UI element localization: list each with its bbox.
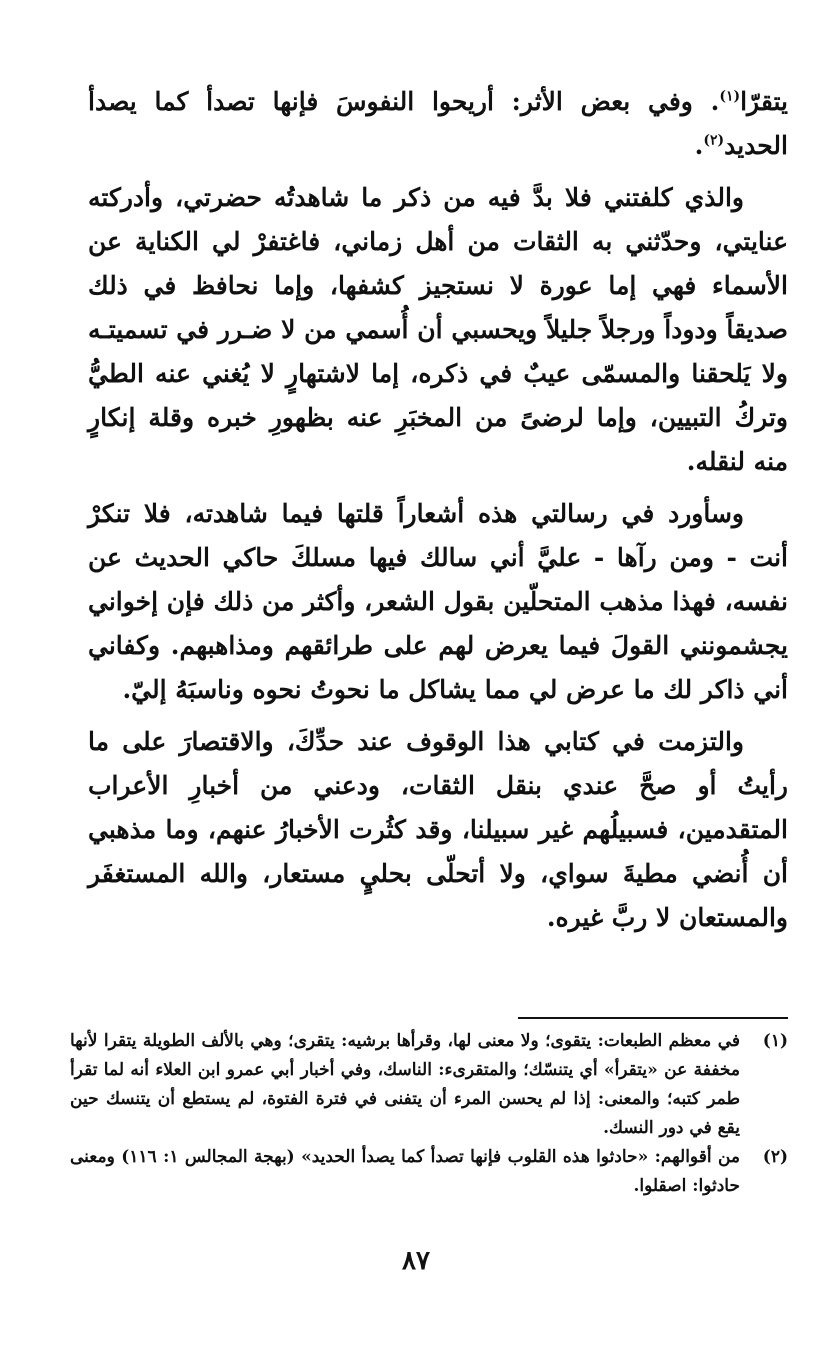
paragraph-3	[88, 492, 788, 712]
paragraph-1-end: .	[694, 131, 704, 160]
page-number: ٨٧	[402, 1246, 430, 1276]
paragraph-2-text: والذي كلفتني فلا بدَّ فيه من ذكر ما شاهدتُه حضرتي، وأدركته عنايتي، وحدّثني به الثقات من أهل زماني، فاغتفرْ لي الكناية عن الأسماء فهي إما عورة لا نستجيز كشفها، وإما نحافظ في ذلك صديقاً ودوداً ورجلاً جليلاً ويحسبي أن أُسمي من لا ضـرر في تسميتـه ولا يَلحقنا والمسمّى عيبٌ في ذكره، إما لاشتهارٍ لا يُغني عنه الطيُّ وتركُ التبيين، وإما لرضىً من المخبَرِ عنه بظهورِ خبره وقلة إنكارٍ منه لنقله.	[88, 183, 788, 476]
paragraph-4-text: والتزمت في كتابي هذا الوقوف عند حدِّكَ، والاقتصارَ على ما رأيتُ أو صحَّ عندي بنقل الثقات، ودعني من أخبارِ الأعراب المتقدمين، فسبيلُهم غير سبيلنا، وقد كثُرت الأخبارُ عنهم، وما مذهبي أن أُنضي مطيةَ سواي، ولا أتحلّى بحليٍ مستعار، والله المستغفَر والمستعان لا ربَّ غيره.	[88, 727, 788, 932]
footnote-divider	[518, 1017, 788, 1019]
footnote-2-text: من أقوالهم: «حادثوا هذه القلوب فإنها تصدأ كما يصدأ الحديد» (بهجة المجالس ١: ١١٦) ومعنى حادثوا: اصقلوا.	[70, 1147, 740, 1196]
footnote-2-number: (٢)	[762, 1147, 788, 1167]
paragraph-1-body: . وفي بعض الأثر: أريحوا النفوسَ فإنها تصدأ كما يصدأ الحديد	[88, 87, 788, 160]
paragraph-1-start: يتقرّا	[740, 87, 788, 116]
paragraph-3-text: وسأورد في رسالتي هذه أشعاراً قلتها فيما شاهدته، فلا تنكرْ أنت - ومن رآها - عليَّ أني سالك فيها مسلكَ حاكي الحديث عن نفسه، فهذا مذهب المتحلّين بقول الشعر، وأكثر من ذلك فإن إخواني يجشمونني القولَ فيما يعرض لهم على طرائقهم ومذاهبهم. وكفاني أني ذاكر لك ما عرض لي مما يشاكل ما نحوتُ نحوه وناسبَهُ إليّ.	[88, 499, 788, 704]
footnote-ref-1: (١)	[719, 88, 741, 105]
footnote-1	[70, 1027, 788, 1143]
paragraph-4	[88, 720, 788, 940]
paragraph-2	[88, 176, 788, 484]
footnotes	[70, 1027, 788, 1201]
footnote-2	[70, 1143, 788, 1201]
footnote-1-text: في معظم الطبعات: يتقوى؛ ولا معنى لها، وقرأها برشيه: يتقرى؛ وهي بالألف الطويلة يتقرا لأنها مخففة عن «يتقرأ» أي يتنسّك؛ والمتقرىء: الناسك، وفي أخبار أبي عمرو ابن العلاء أنه لما تقرأ طمر كتبه؛ والمعنى: إذا لم يحسن المرء أن يتفنى في فترة الفتوة، لم يستطع أن يتنسك حين يقع في دور النسك.	[70, 1031, 740, 1138]
footnote-ref-2: (٢)	[703, 132, 725, 149]
footnote-1-number: (١)	[762, 1031, 788, 1051]
paragraph-1	[88, 80, 788, 168]
main-text	[88, 80, 788, 948]
